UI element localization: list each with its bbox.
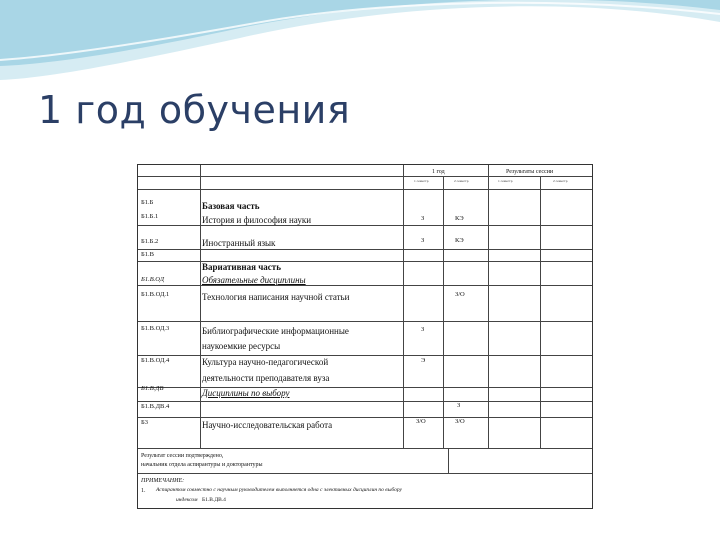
row-mark-sem2: З bbox=[457, 402, 461, 409]
row-mark-sem1: Э bbox=[421, 357, 426, 364]
notes-title: ПРИМЕЧАНИЕ: bbox=[141, 478, 185, 484]
note-text-code: Б1.В.ДВ.4 bbox=[202, 497, 226, 503]
footer-confirmation: Результат сессии подтверждено, bbox=[141, 453, 224, 459]
header-semester-1: 1 семестр bbox=[414, 179, 429, 183]
row-code: Б1.В.ДВ bbox=[141, 385, 164, 392]
header-year: 1 год bbox=[432, 169, 445, 175]
footer-department: начальник отдела аспирантуры и докторантуры bbox=[141, 462, 263, 468]
row-code: Б1.В.ДВ.4 bbox=[141, 403, 170, 410]
row-name-continued: наукоемкие ресурсы bbox=[202, 341, 281, 351]
row-code: Б1.В.ОД.3 bbox=[141, 325, 170, 332]
row-name: Дисциплины по выбору bbox=[202, 388, 290, 398]
row-name: Обязательные дисциплины bbox=[202, 275, 306, 285]
note-text-prefix: индексом bbox=[176, 497, 198, 503]
row-mark-sem2: З/О bbox=[455, 291, 465, 298]
slide-title: 1 год обучения bbox=[38, 88, 351, 132]
curriculum-table bbox=[137, 164, 593, 509]
row-code: Б1.Б.1 bbox=[141, 213, 159, 220]
header-results-semester-1: 1 семестр bbox=[498, 179, 513, 183]
header-results-semester-2: 2 семестр bbox=[553, 179, 568, 183]
row-code: Б1.Б bbox=[141, 199, 154, 206]
row-code: Б1.В.ОД.4 bbox=[141, 357, 170, 364]
row-name: Технология написания научной статьи bbox=[202, 292, 350, 302]
row-mark-sem1: З bbox=[421, 237, 425, 244]
row-name: Базовая часть bbox=[202, 201, 260, 211]
row-mark-sem2: КЭ bbox=[455, 215, 464, 222]
row-name: Иностранный язык bbox=[202, 238, 276, 248]
header-wave-decoration bbox=[0, 0, 720, 80]
row-mark-sem2: КЭ bbox=[455, 237, 464, 244]
row-mark-sem1: З/О bbox=[416, 418, 426, 425]
row-mark-sem2: З/О bbox=[455, 418, 465, 425]
row-code: Б1.В bbox=[141, 251, 154, 258]
row-mark-sem1: З bbox=[421, 215, 425, 222]
header-results: Результаты сессии bbox=[506, 169, 554, 175]
row-name: Библиографические информационные bbox=[202, 326, 349, 336]
header-semester-2: 2 семестр bbox=[454, 179, 469, 183]
row-code: Б3 bbox=[141, 419, 148, 426]
row-code: Б1.В.ОД.1 bbox=[141, 291, 170, 298]
note-number: 1. bbox=[141, 488, 146, 494]
row-mark-sem1: З bbox=[421, 326, 425, 333]
row-name: Культура научно-педагогической bbox=[202, 357, 329, 367]
row-name: Научно-исследовательская работа bbox=[202, 420, 333, 430]
row-code: Б1.Б.2 bbox=[141, 238, 159, 245]
row-name: Вариативная часть bbox=[202, 262, 281, 272]
row-code: Б1.В.ОД bbox=[141, 276, 164, 283]
note-text: Аспирантом совместно с научным руководителем выполняется одна с элективных дисциплин по выбору bbox=[156, 487, 402, 493]
row-name-continued: деятельности преподавателя вуза bbox=[202, 373, 330, 383]
row-name: История и философия науки bbox=[202, 215, 312, 225]
